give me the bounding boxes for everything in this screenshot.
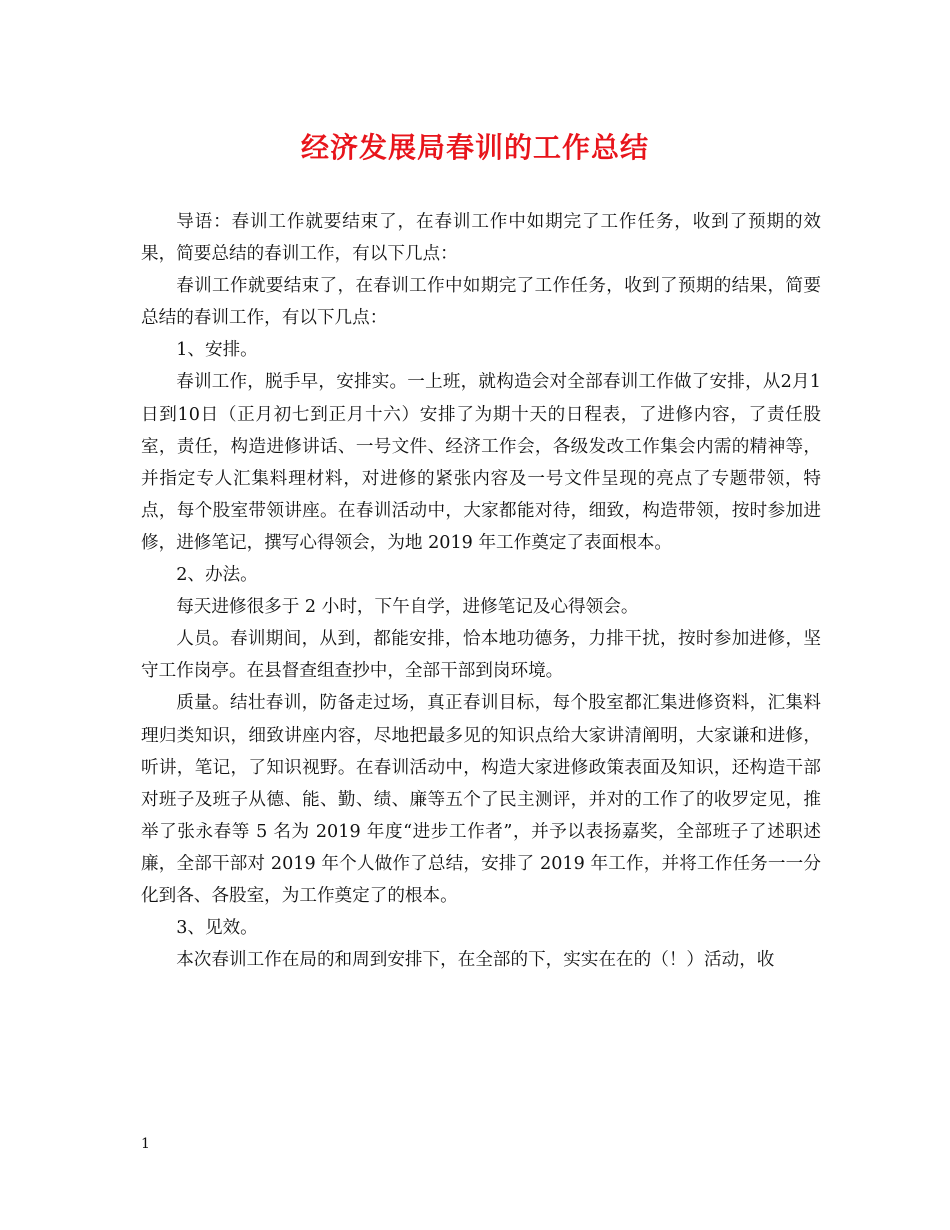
- quality-paragraph: 质量。结壮春训，防备走过场，真正春训目标，每个股室都汇集进修资料，汇集料理归类知识，细致讲座内容，尽地把最多见的知识点给大家讲清阐明，大家谦和进修，听讲，笔记，了知识视野。在春训活动中，构造大家进修政策表面及知识，还构造干部对班子及班子从德、能、勤、绩、廉等五个了民主测评，并对的工作了的收罗定见，推举了张永春等 5 名为 2019 年度“进步工作者”，并予以表扬嘉奖，全部班子了述职述廉，全部干部对 2019 年个人做作了总结，安排了 2019 年工作，并将工作任务一一分化到各、各股室，为工作奠定了的根本。: [141, 693, 821, 906]
- section-heading-method: 2、办法。: [176, 565, 258, 586]
- summary-paragraph: 春训工作就要结束了，在春训工作中如期完了工作任务，收到了预期的结果，简要总结的春训工作，有以下几点：: [141, 276, 821, 329]
- arrangement-paragraph: 春训工作，脱手早，安排实。一上班，就构造会对全部春训工作做了安排，从2月1日到10日（正月初七到正月十六）安排了为期十天的日程表，了进修内容，了责任股室，责任，构造进修讲话、一号文件、经济工作会，各级发改工作集会内需的精神等，并指定专人汇集料理材料，对进修的紧张内容及一号文件呈现的亮点了专题带领，特点，每个股室带领讲座。在春训活动中，大家都能对待，细致，构造带领，按时参加进修，进修笔记，撰写心得领会，为地 2019 年工作奠定了表面根本。: [141, 372, 821, 553]
- section-heading-results: 3、见效。: [176, 918, 258, 939]
- results-paragraph: 本次春训工作在局的和周到安排下，在全部的下，实实在在的（！）活动，收: [176, 950, 775, 971]
- document-body: [141, 206, 821, 976]
- document-title: 经济发展局春训的工作总结: [300, 131, 649, 164]
- personnel-paragraph: 人员。春训期间，从到，都能安排，恰本地功德务，力排干扰，按时参加进修，坚守工作岗亭。在县督查组查抄中，全部干部到岗环境。: [141, 629, 821, 682]
- section-heading-arrangement: 1、安排。: [176, 340, 258, 361]
- page-number: 1: [141, 1136, 150, 1152]
- method-paragraph: 每天进修很多于 2 小时，下午自学，进修笔记及心得领会。: [176, 597, 639, 618]
- intro-paragraph: 导语：春训工作就要结束了，在春训工作中如期完了工作任务，收到了预期的效果，简要总结的春训工作，有以下几点：: [141, 212, 821, 265]
